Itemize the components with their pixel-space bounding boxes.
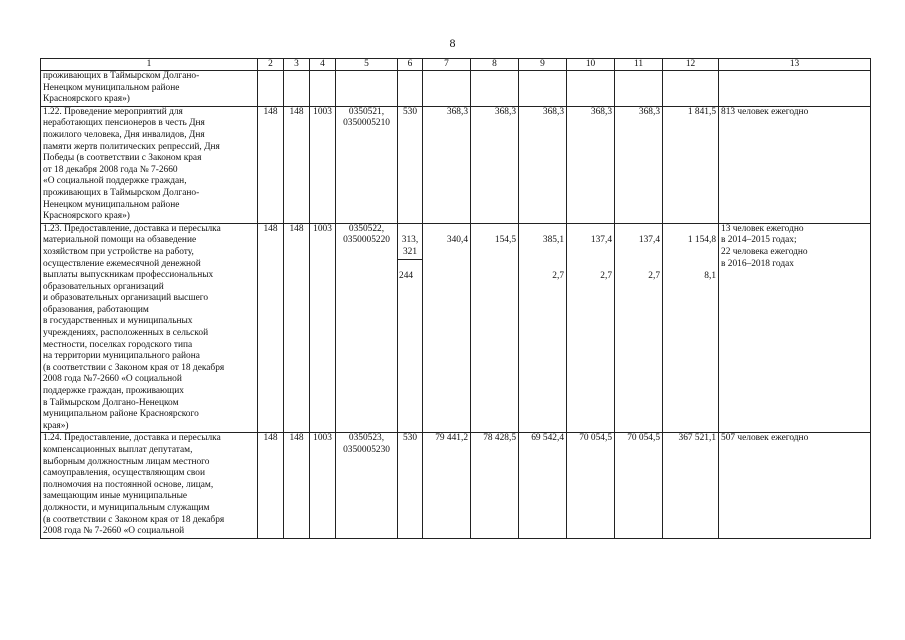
cell-col-11: 70 054,5 [615,433,663,538]
cell-col-5: 0350523, 0350005230 [336,433,398,538]
col-header-11: 11 [615,59,663,71]
cell-col-3: 148 [284,106,310,223]
cell-col-10-value-b: 2,7 [600,270,612,281]
cell-col-4: 1003 [310,106,336,223]
table-row-1-24 [41,433,871,538]
cell-col-6-line-a: 313, 321 [398,235,422,259]
page-number: 8 [449,36,456,50]
cell-col-4: 1003 [310,433,336,538]
cell-col-9: 368,3 [519,106,567,223]
cell-col-2: 148 [258,223,284,433]
cell-col-13: 813 человек ежегодно [719,106,871,223]
cell-col-12 [663,223,719,433]
budget-table [40,58,871,539]
cell-col-11-value-a: 137,4 [638,235,660,246]
cell-col-9-value-b: 2,7 [552,270,564,281]
cell-col-3: 148 [284,433,310,538]
cell-col-11 [615,223,663,433]
cell-col-7 [423,223,471,433]
cell-col-12-value-a: 1 154,8 [687,235,716,246]
table-row-1-22 [41,106,871,223]
cell-col-10: 368,3 [567,106,615,223]
cell-col-7-value-a: 340,4 [446,235,468,246]
cell-col-12: 1 841,5 [663,106,719,223]
cell-col-6: 530 [398,433,423,538]
cell-col-8-value-a: 154,5 [494,235,516,246]
cell-col-2: 148 [258,106,284,223]
cell-col-5: 0350521, 0350005210 [336,106,398,223]
row-description: 1.24. Предоставление, доставка и пересылка компенсационных выплат депутатам, выборным должностным лицам местного самоуправления, осуществляющим свои полномочия на постоянной основе, лицам, замещающим иные муниципальные должности, и муниципальным служащим (в соответствии с Законом края от 18 декабря 2008 года № 7-2660 «О социальной [41,433,258,538]
table-row-continuation [41,71,871,107]
cell-col-6-line-b: 244 [399,271,414,282]
cell-col-8 [471,223,519,433]
col-header-8: 8 [471,59,519,71]
cell-col-7: 79 441,2 [423,433,471,538]
row-description: проживающих в Таймырском Долгано- Ненецком муниципальном районе Красноярского края») [41,71,258,107]
col-header-7: 7 [423,59,471,71]
row-description: 1.23. Предоставление, доставка и пересылка материальной помощи на обзаведение хозяйством при устройстве на работу, осуществление ежемесячной денежной выплаты выпускникам профессиональных образовательных организаций и образовательных организаций высшего образования, работающим в государственных и муниципальных учреждениях, расположенных в сельской местности, поселках городского типа на территории муниципального района (в соответствии с Законом края от 18 декабря 2008 года №7-2660 «О социальной поддержке граждан, проживающих в Таймырском Долгано-Ненецком муниципальном районе Красноярского края») [41,223,258,433]
cell-col-12: 367 521,1 [663,433,719,538]
cell-col-7: 368,3 [423,106,471,223]
cell-col-9 [519,223,567,433]
cell-col-3: 148 [284,223,310,433]
cell-col-10: 70 054,5 [567,433,615,538]
cell-col-9: 69 542,4 [519,433,567,538]
col-header-10: 10 [567,59,615,71]
cell-col-13: 507 человек ежегодно [719,433,871,538]
col-header-2: 2 [258,59,284,71]
table-row-1-23 [41,223,871,433]
cell-col-10-value-a: 137,4 [590,235,612,246]
cell-col-9-value-a: 385,1 [542,235,564,246]
cell-col-10 [567,223,615,433]
col-header-4: 4 [310,59,336,71]
cell-col-11: 368,3 [615,106,663,223]
col-header-5: 5 [336,59,398,71]
cell-col-8: 368,3 [471,106,519,223]
cell-col-5: 0350522, 0350005220 [336,223,398,433]
cell-col-4: 1003 [310,223,336,433]
cell-col-12-value-b: 8,1 [704,270,716,281]
col-header-13: 13 [719,59,871,71]
cell-col-6 [398,223,423,433]
col-header-3: 3 [284,59,310,71]
col-header-9: 9 [519,59,567,71]
row-description: 1.22. Проведение мероприятий для неработающих пенсионеров в честь Дня пожилого человека, Дня инвалидов, Дня памяти жертв политических репрессий, Дня Победы (в соответствии с Законом края от 18 декабря 2008 года № 7-2660 «О социальной поддержке граждан, проживающих в Таймырском Долгано- Ненецком муниципальном районе Красноярского края») [41,106,258,223]
cell-col-2: 148 [258,433,284,538]
column-number-row [41,59,871,71]
col-header-12: 12 [663,59,719,71]
col-header-6: 6 [398,59,423,71]
col-header-1: 1 [41,59,258,71]
cell-col-6: 530 [398,106,423,223]
cell-col-11-value-b: 2,7 [648,270,660,281]
cell-col-13: 13 человек ежегодно в 2014–2015 годах; 22 человека ежегодно в 2016–2018 годах [719,223,871,433]
cell-col-8: 78 428,5 [471,433,519,538]
